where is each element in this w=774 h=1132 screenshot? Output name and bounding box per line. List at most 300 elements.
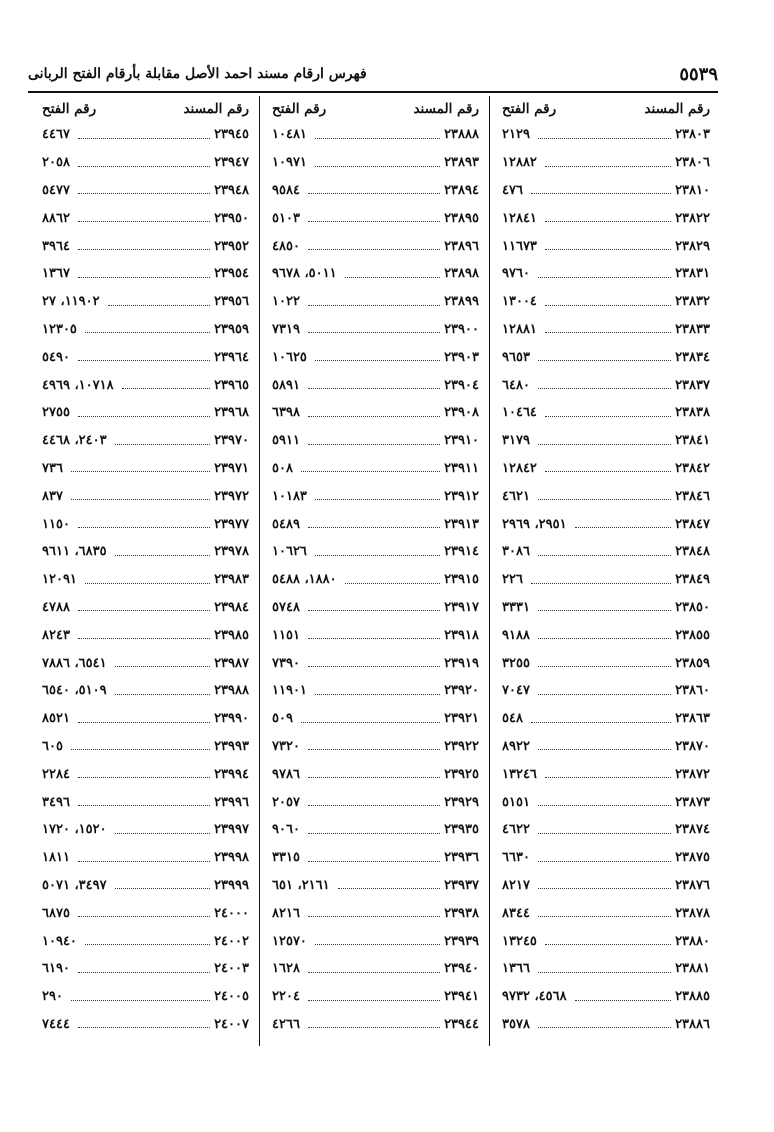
table-row <box>30 149 259 177</box>
musnad-number: ٢٣٨٣١ <box>675 266 710 282</box>
table-row <box>490 927 720 955</box>
dot-leader <box>308 248 440 250</box>
table-row <box>490 343 720 371</box>
musnad-number: ٢٣٨٩٩ <box>444 294 479 310</box>
dot-leader <box>308 331 440 333</box>
table-row <box>260 288 489 316</box>
musnad-number: ٢٣٨٤٦ <box>675 488 710 504</box>
table-row <box>490 677 720 705</box>
fath-number: ٢٧٥٥ <box>42 405 70 421</box>
table-row <box>490 705 720 733</box>
dot-leader <box>308 220 440 222</box>
dot-leader <box>315 165 440 167</box>
column-header-fath: رقم الفتح <box>42 100 97 117</box>
table-row <box>490 204 720 232</box>
fath-number: ٥٩١١ <box>272 433 300 449</box>
table-row <box>260 121 489 149</box>
dot-leader <box>308 1026 440 1028</box>
musnad-number: ٢٣٨٢٢ <box>675 210 710 226</box>
dot-leader <box>538 498 671 500</box>
column-header <box>490 96 720 121</box>
page-number: ٥٥٣٩ <box>679 64 718 85</box>
fath-number: ٦٠٥ <box>42 738 63 754</box>
dot-leader <box>538 387 671 389</box>
dot-leader <box>315 554 440 556</box>
table-row <box>30 788 259 816</box>
dot-leader <box>308 804 440 806</box>
dot-leader <box>78 1026 210 1028</box>
musnad-number: ٢٣٩٤٥ <box>214 127 249 143</box>
dot-leader <box>531 192 671 194</box>
musnad-number: ٢٣٨٨٨ <box>444 127 479 143</box>
musnad-number: ٢٣٨٨١ <box>675 961 710 977</box>
fath-number: ٦٥٤١، ٧٨٨٦ <box>42 655 107 671</box>
fath-number: ٢٠٥٨ <box>42 155 70 171</box>
dot-leader <box>345 276 440 278</box>
dot-leader <box>78 915 210 917</box>
musnad-number: ٢٣٩٠٣ <box>444 349 479 365</box>
musnad-number: ٢٤٠٠٠ <box>214 905 249 921</box>
musnad-number: ٢٣٨٥٠ <box>675 599 710 615</box>
fath-number: ٢٢٨٤ <box>42 766 70 782</box>
dot-leader <box>538 137 671 139</box>
fath-number: ٥٠٩ <box>272 711 293 727</box>
musnad-number: ٢٣٩١٢ <box>444 488 479 504</box>
dot-leader <box>545 470 671 472</box>
fath-number: ٢٤٠٣، ٤٤٦٨ <box>42 433 107 449</box>
fath-number: ٥٠١١، ٩٦٧٨ <box>272 266 337 282</box>
dot-leader <box>308 999 440 1001</box>
table-row <box>490 566 720 594</box>
musnad-number: ٢٤٠٠٥ <box>214 989 249 1005</box>
musnad-number: ٢٣٨٥٥ <box>675 627 710 643</box>
dot-leader <box>538 359 671 361</box>
table-row <box>490 983 720 1011</box>
dot-leader <box>308 748 440 750</box>
musnad-number: ٢٣٩٦٥ <box>214 377 249 393</box>
table-row <box>260 983 489 1011</box>
table-row <box>30 204 259 232</box>
fath-number: ١٠٢٢ <box>272 294 300 310</box>
dot-leader <box>71 748 210 750</box>
musnad-number: ٢٣٩٥٦ <box>214 294 249 310</box>
fath-number: ١٨١١ <box>42 850 70 866</box>
fath-number: ٧٣٩٠ <box>272 655 300 671</box>
table-row <box>30 538 259 566</box>
musnad-number: ٢٣٨٣٣ <box>675 321 710 337</box>
dot-leader <box>315 693 440 695</box>
running-title: فهرس ارقام مسند احمد الأصل مقابلة بأرقام الفتح الربانى <box>28 66 367 82</box>
table-row <box>30 482 259 510</box>
table-row <box>490 538 720 566</box>
fath-number: ٧٤٤٤ <box>42 1016 70 1032</box>
fath-number: ٣٢٥٥ <box>502 655 530 671</box>
dot-leader <box>78 359 210 361</box>
musnad-number: ٢٣٨٤٢ <box>675 460 710 476</box>
musnad-number: ٢٤٠٠٧ <box>214 1016 249 1032</box>
fath-number: ٦٨٧٥ <box>42 905 70 921</box>
table-row <box>30 316 259 344</box>
musnad-number: ٢٣٩٩٠ <box>214 711 249 727</box>
table-row <box>260 760 489 788</box>
fath-number: ٤٧٨٨ <box>42 599 70 615</box>
fath-number: ٩٧٦٠ <box>502 266 530 282</box>
table-row <box>490 371 720 399</box>
musnad-number: ٢٣٨٣٤ <box>675 349 710 365</box>
fath-number: ٥٤٨ <box>502 711 523 727</box>
table-row <box>30 121 259 149</box>
index-column-1 <box>490 96 720 1046</box>
musnad-number: ٢٣٨٨٠ <box>675 933 710 949</box>
table-row <box>30 399 259 427</box>
musnad-number: ٢٣٩٤٧ <box>214 155 249 171</box>
musnad-number: ٢٣٩٩٧ <box>214 822 249 838</box>
fath-number: ٢١٦١، ٦٥١ <box>272 877 330 893</box>
fath-number: ٤٦٢١ <box>502 488 530 504</box>
table-row <box>490 649 720 677</box>
table-row <box>490 149 720 177</box>
fath-number: ١٠١٨٣ <box>272 488 307 504</box>
musnad-number: ٢٣٨٤١ <box>675 433 710 449</box>
table-row <box>490 816 720 844</box>
musnad-number: ٢٣٩٩٨ <box>214 850 249 866</box>
fath-number: ٥٤٧٧ <box>42 182 70 198</box>
fath-number: ٣١٧٩ <box>502 433 530 449</box>
dot-leader <box>575 999 671 1001</box>
fath-number: ١٣٦٧ <box>42 266 70 282</box>
musnad-number: ٢٣٩٢٠ <box>444 683 479 699</box>
fath-number: ٨٣٤٤ <box>502 905 530 921</box>
fath-number: ٢١٢٩ <box>502 127 530 143</box>
fath-number: ٨٢١٦ <box>272 905 300 921</box>
dot-leader <box>78 165 210 167</box>
table-row <box>490 594 720 622</box>
fath-number: ٢٩٠ <box>42 989 63 1005</box>
column-header <box>260 96 489 121</box>
dot-leader <box>315 359 440 361</box>
dot-leader <box>78 415 210 417</box>
index-rows <box>30 121 259 1038</box>
fath-number: ٢٢٠٤ <box>272 989 300 1005</box>
musnad-number: ٢٣٨٨٦ <box>675 1016 710 1032</box>
musnad-number: ٢٣٩٣٦ <box>444 850 479 866</box>
dot-leader <box>85 943 210 945</box>
musnad-number: ٢٤٠٠٢ <box>214 933 249 949</box>
dot-leader <box>308 443 440 445</box>
musnad-number: ٢٣٩٨٨ <box>214 683 249 699</box>
table-row <box>30 510 259 538</box>
dot-leader <box>78 971 210 973</box>
dot-leader <box>545 165 671 167</box>
table-row <box>490 316 720 344</box>
dot-leader <box>301 470 440 472</box>
musnad-number: ٢٣٨٨٥ <box>675 989 710 1005</box>
fath-number: ٨٣٧ <box>42 488 63 504</box>
dot-leader <box>545 943 671 945</box>
table-row <box>30 816 259 844</box>
musnad-number: ٢٣٩٣٧ <box>444 877 479 893</box>
fath-number: ٣٤٩٧، ٥٠٧١ <box>42 877 107 893</box>
musnad-number: ٢٣٩٤٨ <box>214 182 249 198</box>
table-row <box>30 566 259 594</box>
column-header-fath: رقم الفتح <box>272 100 327 117</box>
dot-leader <box>538 1026 671 1028</box>
table-row <box>260 788 489 816</box>
dot-leader <box>308 776 440 778</box>
fath-number: ١١٥١ <box>272 627 300 643</box>
table-row <box>30 343 259 371</box>
musnad-number: ٢٣٨٤٨ <box>675 544 710 560</box>
table-row <box>30 872 259 900</box>
table-row <box>30 705 259 733</box>
musnad-number: ٢٣٨٣٢ <box>675 294 710 310</box>
dot-leader <box>301 721 440 723</box>
dot-leader <box>85 331 210 333</box>
musnad-number: ٢٣٩١١ <box>444 460 479 476</box>
table-row <box>260 872 489 900</box>
dot-leader <box>538 887 671 889</box>
musnad-number: ٢٣٨٤٩ <box>675 572 710 588</box>
table-row <box>30 177 259 205</box>
musnad-number: ٢٣٨٠٦ <box>675 155 710 171</box>
musnad-number: ٢٣٩٤١ <box>444 989 479 1005</box>
musnad-number: ٢٣٩٧١ <box>214 460 249 476</box>
dot-leader <box>71 498 210 500</box>
musnad-number: ٢٣٨٧٥ <box>675 850 710 866</box>
fath-number: ٥٧٤٨ <box>272 599 300 615</box>
fath-number: ١١٩٠١ <box>272 683 307 699</box>
fath-number: ٥١٠٣ <box>272 210 300 226</box>
dot-leader <box>78 526 210 528</box>
table-row <box>260 844 489 872</box>
musnad-number: ٢٣٩٨٥ <box>214 627 249 643</box>
musnad-number: ٢٣٩٤٤ <box>444 1016 479 1032</box>
fath-number: ٣٩٦٤ <box>42 238 70 254</box>
table-row <box>260 232 489 260</box>
dot-leader <box>545 248 671 250</box>
musnad-number: ٢٣٩١٤ <box>444 544 479 560</box>
fath-number: ٣٣٣١ <box>502 599 530 615</box>
musnad-number: ٢٣٩١٠ <box>444 433 479 449</box>
dot-leader <box>115 443 210 445</box>
dot-leader <box>308 526 440 528</box>
table-row <box>490 788 720 816</box>
table-row <box>260 1011 489 1039</box>
dot-leader <box>315 943 440 945</box>
table-row <box>490 455 720 483</box>
musnad-number: ٢٣٨٤٧ <box>675 516 710 532</box>
dot-leader <box>78 721 210 723</box>
index-table <box>30 96 720 1046</box>
dot-leader <box>345 582 440 584</box>
fath-number: ٦٣٩٨ <box>272 405 300 421</box>
fath-number: ٦٤٨٠ <box>502 377 530 393</box>
fath-number: ١٦٢٨ <box>272 961 300 977</box>
dot-leader <box>308 832 440 834</box>
fath-number: ٩٧٨٦ <box>272 766 300 782</box>
table-row <box>260 816 489 844</box>
musnad-number: ٢٣٩١٧ <box>444 599 479 615</box>
table-row <box>30 955 259 983</box>
musnad-number: ٢٣٩٧٠ <box>214 433 249 449</box>
table-row <box>30 899 259 927</box>
dot-leader <box>538 609 671 611</box>
table-row <box>260 455 489 483</box>
table-row <box>30 232 259 260</box>
page-header <box>28 60 718 90</box>
fath-number: ١٠٩٧١ <box>272 155 307 171</box>
fath-number: ١١٦٧٣ <box>502 238 537 254</box>
fath-number: ٥١٠٩، ٦٥٤٠ <box>42 683 107 699</box>
dot-leader <box>538 860 671 862</box>
fath-number: ٦٨٣٥، ٩٦١١ <box>42 544 107 560</box>
fath-number: ٥٤٩٠ <box>42 349 70 365</box>
fath-number: ١٠٦٢٥ <box>272 349 307 365</box>
table-row <box>260 260 489 288</box>
fath-number: ١٠٤٦٤ <box>502 405 537 421</box>
table-row <box>30 1011 259 1039</box>
table-row <box>260 149 489 177</box>
musnad-number: ٢٣٩٨٤ <box>214 599 249 615</box>
table-row <box>490 872 720 900</box>
musnad-number: ٢٣٩٥٢ <box>214 238 249 254</box>
dot-leader <box>315 498 440 500</box>
dot-leader <box>115 554 210 556</box>
musnad-number: ٢٣٨٧٣ <box>675 794 710 810</box>
fath-number: ٢٢٦ <box>502 572 523 588</box>
fath-number: ٧٣٦ <box>42 460 63 476</box>
table-row <box>490 844 720 872</box>
fath-number: ٧٣٢٠ <box>272 738 300 754</box>
table-row <box>30 677 259 705</box>
table-row <box>30 371 259 399</box>
musnad-number: ٢٣٨١٠ <box>675 182 710 198</box>
dot-leader <box>538 804 671 806</box>
musnad-number: ٢٣٩٠٨ <box>444 405 479 421</box>
musnad-number: ٢٣٩٦٤ <box>214 349 249 365</box>
dot-leader <box>71 999 210 1001</box>
fath-number: ٩١٨٨ <box>502 627 530 643</box>
musnad-number: ٢٣٨٦٣ <box>675 711 710 727</box>
table-row <box>260 482 489 510</box>
musnad-number: ٢٣٨٧٦ <box>675 877 710 893</box>
table-row <box>260 510 489 538</box>
column-header-musnad: رقم المسند <box>183 100 249 117</box>
index-rows <box>490 121 720 1038</box>
musnad-number: ٢٣٨٩٤ <box>444 182 479 198</box>
fath-number: ١٢٨٤٢ <box>502 460 537 476</box>
table-row <box>260 399 489 427</box>
dot-leader <box>545 220 671 222</box>
dot-leader <box>308 304 440 306</box>
table-row <box>490 1011 720 1039</box>
dot-leader <box>338 887 440 889</box>
musnad-number: ٢٣٩٨٧ <box>214 655 249 671</box>
musnad-number: ٢٣٩١٣ <box>444 516 479 532</box>
fath-number: ١١٥٠ <box>42 516 70 532</box>
table-row <box>490 733 720 761</box>
table-row <box>260 705 489 733</box>
musnad-number: ٢٣٩١٨ <box>444 627 479 643</box>
table-row <box>490 121 720 149</box>
table-row <box>260 899 489 927</box>
dot-leader <box>531 582 671 584</box>
fath-number: ٧٣١٩ <box>272 321 300 337</box>
fath-number: ٦٦٣٠ <box>502 850 530 866</box>
dot-leader <box>108 304 210 306</box>
table-row <box>490 760 720 788</box>
musnad-number: ٢٣٩٢١ <box>444 711 479 727</box>
dot-leader <box>308 415 440 417</box>
table-row <box>30 594 259 622</box>
musnad-number: ٢٣٩٤٠ <box>444 961 479 977</box>
table-row <box>30 427 259 455</box>
dot-leader <box>538 748 671 750</box>
dot-leader <box>308 915 440 917</box>
index-column-2 <box>260 96 490 1046</box>
table-row <box>30 621 259 649</box>
dot-leader <box>538 971 671 973</box>
dot-leader <box>538 693 671 695</box>
dot-leader <box>308 192 440 194</box>
table-row <box>260 343 489 371</box>
fath-number: ٨٢٤٣ <box>42 627 70 643</box>
musnad-number: ٢٣٩٨٣ <box>214 572 249 588</box>
musnad-number: ٢٣٩٩٣ <box>214 738 249 754</box>
dot-leader <box>538 915 671 917</box>
fath-number: ٣٤٩٦ <box>42 794 70 810</box>
fath-number: ١٣٦٦ <box>502 961 530 977</box>
table-row <box>260 649 489 677</box>
musnad-number: ٢٣٩٧٨ <box>214 544 249 560</box>
dot-leader <box>78 137 210 139</box>
table-row <box>260 177 489 205</box>
musnad-number: ٢٣٨٧٨ <box>675 905 710 921</box>
fath-number: ٨٨٦٢ <box>42 210 70 226</box>
fath-number: ١٢٣٠٥ <box>42 321 77 337</box>
musnad-number: ٢٣٩٣٩ <box>444 933 479 949</box>
table-row <box>490 621 720 649</box>
fath-number: ٣٥٧٨ <box>502 1016 530 1032</box>
table-row <box>490 232 720 260</box>
table-row <box>260 955 489 983</box>
dot-leader <box>538 276 671 278</box>
dot-leader <box>308 387 440 389</box>
musnad-number: ٢٣٩٠٤ <box>444 377 479 393</box>
musnad-number: ٢٣٩٧٧ <box>214 516 249 532</box>
fath-number: ١٠٦٢٦ <box>272 544 307 560</box>
dot-leader <box>78 220 210 222</box>
fath-number: ٥٠٨ <box>272 460 293 476</box>
dot-leader <box>115 693 210 695</box>
table-row <box>30 260 259 288</box>
fath-number: ١٢٠٩١ <box>42 572 77 588</box>
table-row <box>30 649 259 677</box>
fath-number: ١٢٨٨١ <box>502 321 537 337</box>
table-row <box>260 927 489 955</box>
dot-leader <box>78 804 210 806</box>
dot-leader <box>308 665 440 667</box>
dot-leader <box>545 776 671 778</box>
musnad-number: ٢٣٨٦٠ <box>675 683 710 699</box>
table-row <box>260 204 489 232</box>
dot-leader <box>545 331 671 333</box>
musnad-number: ٢٣٩١٩ <box>444 655 479 671</box>
dot-leader <box>115 887 210 889</box>
dot-leader <box>115 832 210 834</box>
musnad-number: ٢٣٩٥٤ <box>214 266 249 282</box>
table-row <box>490 510 720 538</box>
